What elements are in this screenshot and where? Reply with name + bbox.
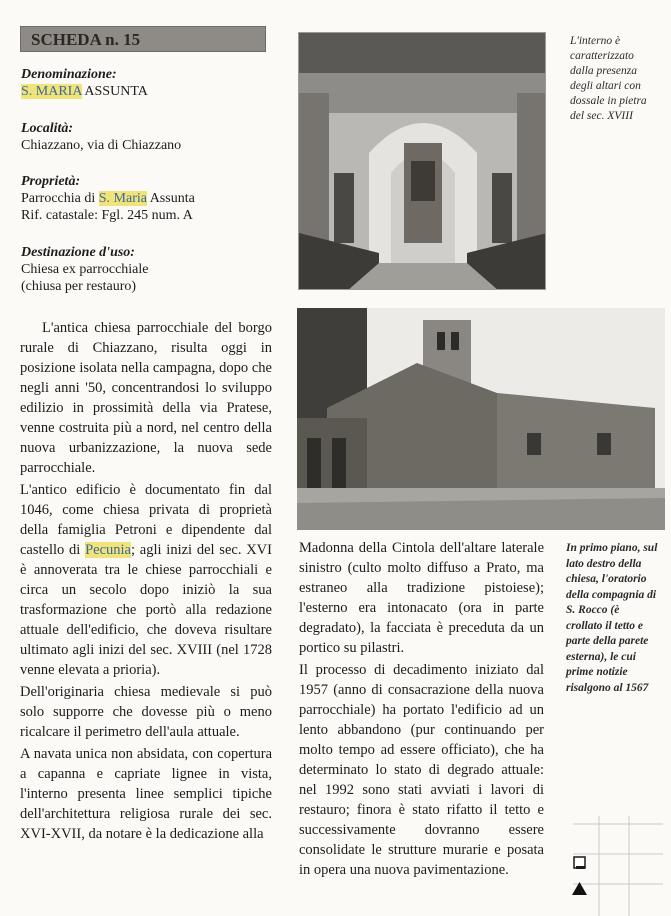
paragraph-5: Madonna della Cintola dell'altare laterale sinistro (culto molto diffuso a Prato, ma estraneo alla tradizione pistoiese); l'esterno era intonacato (ora in parte degradato), la facciata è preceduta da un portico su pilastri.	[299, 540, 544, 656]
paragraph-3: Dell'originaria chiesa medievale si può solo supporre che dovesse più o meno ricalcare il perimetro dell'aula attuale.	[20, 684, 272, 740]
paragraph-4: A navata unica non absidata, con copertura a capanna e capriate lignee in vista, l'interno presenta linee semplici tipiche dell'architettura religiosa rurale dei sec. XVI-XVII, da notare è la dedicazione alla	[20, 746, 272, 842]
scheda-header	[20, 26, 266, 52]
denominazione-rest: ASSUNTA	[81, 84, 148, 99]
field-destinazione	[21, 244, 281, 295]
denominazione-value	[21, 83, 281, 100]
caption-interior: L'interno è caratterizzato dalla presenza degli altari con dossale in pietra del sec. XVIII	[570, 35, 647, 122]
text-column-left	[20, 318, 272, 844]
localita-value: Chiazzano, via di Chiazzano	[21, 138, 182, 153]
proprieta-line1	[21, 190, 281, 207]
destinazione-line1: Chiesa ex parrocchiale	[21, 262, 149, 277]
destinazione-line2: (chiusa per restauro)	[21, 279, 137, 294]
field-proprieta	[21, 173, 281, 224]
denominazione-label: Denominazione:	[21, 67, 117, 82]
paragraph-2-pre: L'antico edificio è documentato fin dal 1046, come chiesa privata di proprietà della famiglia Petroni e dipendente dal castello di	[20, 482, 272, 558]
photo-interior	[298, 32, 546, 290]
interior-illustration	[299, 33, 546, 290]
paragraph-2	[20, 480, 272, 680]
text-column-right	[299, 538, 544, 880]
paragraph-2-post: ; agli inizi del sec. XVI è annoverata tra le chiese parrocchiali e circa un secolo dopo iniziò la sua trasformazione che portò alla redazione attuale dell'edificio, che doveva risultare ultimato agli inizi del sec. XVIII (nel 1728 venne elevata a prioria).	[20, 542, 272, 678]
localita-label: Località:	[21, 121, 74, 136]
caption-exterior: In primo piano, sul lato destro della chiesa, l'oratorio della compagnia di S. Rocco (è crollato il tetto e parte della parete esterna), le cui prime notizie risalgono al 1567	[566, 542, 658, 694]
square-outline-icon	[574, 857, 585, 869]
proprieta-highlight: S. Maria	[98, 191, 147, 206]
proprieta-post: Assunta	[146, 191, 195, 206]
field-localita	[21, 120, 281, 154]
pecunia-highlight: Pecunia	[85, 542, 131, 558]
destinazione-label: Destinazione d'uso:	[21, 245, 135, 260]
proprieta-pre: Parrocchia di	[21, 191, 99, 206]
field-denominazione	[21, 66, 281, 100]
photo-exterior	[297, 308, 665, 530]
proprieta-label: Proprietà:	[21, 174, 81, 189]
paragraph-1: L'antica chiesa parrocchiale del borgo rurale di Chiazzano, risulta oggi in posizione isolata nella campagna, dopo che negli anni '50, concentrandosi lo sviluppo edilizio in prossimità della via Pratese, venne costruita più a nord, nel centro della nuova urbanizzazione, la nuova sede parrocchiale.	[20, 320, 272, 476]
scheda-label: SCHEDA n. 15	[31, 30, 141, 49]
decorative-grid	[571, 816, 663, 916]
proprieta-line2: Rif. catastale: Fgl. 245 num. A	[21, 208, 193, 223]
denominazione-highlight: S. MARIA	[21, 84, 82, 99]
paragraph-6: Il processo di decadimento iniziato dal 1957 (anno di consacrazione della nuova parrocchiale) ha portato l'edificio ad un lento abbandono (pur continuando per molto tempo ad essere officiato), che ha determinato lo stato di degrado attuale: nel 1992 sono stati avviati i lavori di restauro; finora è stato rifatto il tetto e successivamente dovranno essere consolidate le strutture murarie e posata in opera una nuova pavimentazione.	[299, 662, 544, 878]
exterior-illustration	[297, 308, 665, 530]
